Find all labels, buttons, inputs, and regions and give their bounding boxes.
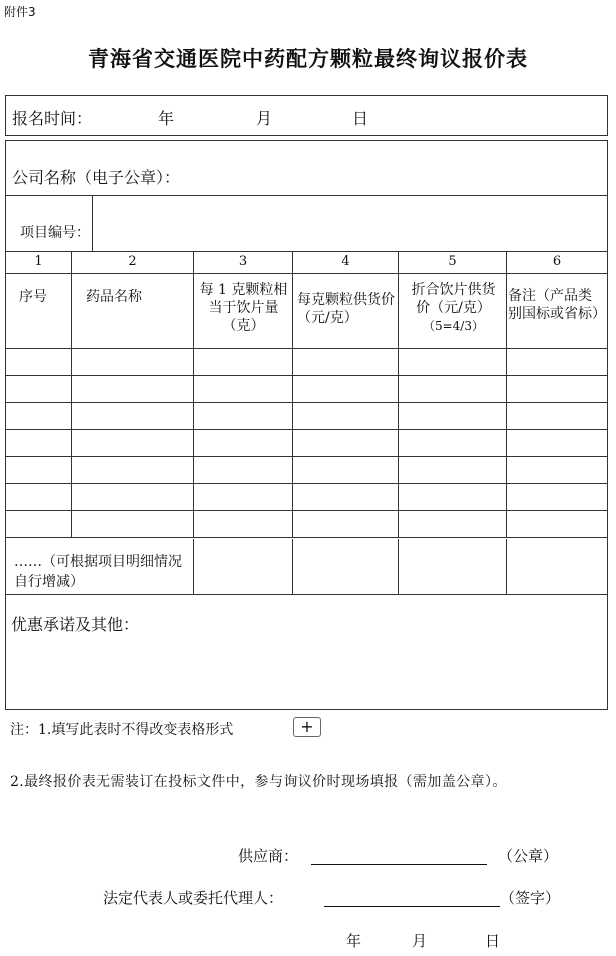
table-cell[interactable]	[72, 349, 194, 376]
table-cell[interactable]	[72, 430, 194, 457]
col-number-6: 6	[507, 252, 607, 274]
table-cell[interactable]	[507, 430, 607, 457]
signup-day: 日	[352, 109, 369, 128]
representative-signature-line[interactable]	[324, 906, 500, 907]
table-cell[interactable]	[72, 376, 194, 403]
more-rows-note: ……（可根据项目明细情况自行增减）	[6, 539, 194, 595]
table-cell[interactable]	[507, 403, 607, 430]
note-1: 注：1.填写此表时不得改变表格形式	[10, 722, 234, 738]
representative-label: 法定代表人或委托代理人：	[103, 889, 284, 907]
table-cell[interactable]	[194, 539, 293, 595]
table-cell[interactable]	[6, 403, 72, 430]
col-number-4: 4	[293, 252, 399, 274]
col-number-1: 1	[6, 252, 72, 274]
project-label: 项目编号：	[20, 225, 90, 241]
company-label: 公司名称（电子公章）：	[12, 168, 181, 187]
table-cell[interactable]	[507, 484, 607, 511]
table-cell[interactable]	[399, 539, 507, 595]
table-cell[interactable]	[293, 484, 399, 511]
sign-month: 月	[412, 932, 428, 950]
table-cell[interactable]	[293, 539, 399, 595]
table-cell[interactable]	[72, 484, 194, 511]
table-cell[interactable]	[194, 430, 293, 457]
table-cell[interactable]	[293, 457, 399, 484]
company-row	[6, 141, 607, 196]
table-cell[interactable]	[507, 457, 607, 484]
promise-label: 优惠承诺及其他：	[11, 615, 140, 634]
table-cell[interactable]	[72, 457, 194, 484]
representative-sign-note: （签字）	[500, 889, 561, 907]
table-cell[interactable]	[293, 403, 399, 430]
table-cell[interactable]	[194, 349, 293, 376]
header-converted-formula: （5=4/3）	[422, 319, 484, 333]
table-cell[interactable]	[194, 511, 293, 538]
table-cell[interactable]	[194, 457, 293, 484]
signup-month: 月	[256, 109, 273, 128]
table-cell[interactable]	[6, 376, 72, 403]
table-cell[interactable]	[194, 403, 293, 430]
form-title: 青海省交通医院中药配方颗粒最终询议报价表	[88, 46, 528, 71]
attachment-label: 附件3	[4, 5, 36, 19]
table-cell[interactable]	[194, 376, 293, 403]
signup-year: 年	[158, 109, 175, 128]
col-number-2: 2	[72, 252, 194, 274]
table-cell[interactable]	[507, 376, 607, 403]
project-number-field[interactable]	[93, 196, 607, 252]
quote-table	[5, 140, 608, 710]
signup-time-label: 报名时间：	[12, 109, 93, 128]
table-cell[interactable]	[293, 430, 399, 457]
supplier-seal-note: （公章）	[498, 847, 559, 865]
table-cell[interactable]	[194, 484, 293, 511]
plus-icon[interactable]: +	[293, 717, 321, 737]
table-cell[interactable]	[6, 349, 72, 376]
table-cell[interactable]	[293, 376, 399, 403]
sign-year: 年	[346, 932, 362, 950]
table-cell[interactable]	[293, 511, 399, 538]
table-cell[interactable]	[72, 511, 194, 538]
signup-time-row	[5, 95, 608, 136]
header-converted-price	[399, 274, 507, 349]
promise-section[interactable]	[6, 595, 607, 709]
table-cell[interactable]	[507, 349, 607, 376]
table-cell[interactable]	[6, 484, 72, 511]
table-cell[interactable]	[6, 430, 72, 457]
header-seq: 序号	[6, 274, 72, 349]
header-granule-price: 每克颗粒供货价（元/克）	[293, 274, 399, 349]
header-converted-price-text: 折合饮片供货价（元/克）	[411, 282, 496, 316]
table-cell[interactable]	[399, 349, 507, 376]
sign-day: 日	[485, 932, 501, 950]
table-cell[interactable]	[6, 457, 72, 484]
header-drug-name: 药品名称	[72, 274, 194, 349]
header-remark: 备注（产品类别国标或省标）	[507, 274, 607, 349]
table-cell[interactable]	[72, 403, 194, 430]
supplier-signature-line[interactable]	[311, 864, 487, 865]
note-2: 2.最终报价表无需装订在投标文件中，参与询议价时现场填报（需加盖公章）。	[10, 774, 507, 790]
table-cell[interactable]	[399, 403, 507, 430]
table-cell[interactable]	[293, 349, 399, 376]
supplier-label: 供应商：	[238, 847, 299, 865]
project-label-cell	[6, 196, 93, 252]
table-cell[interactable]	[399, 511, 507, 538]
table-cell[interactable]	[6, 511, 72, 538]
header-equivalent-amount: 每 1 克颗粒相当于饮片量（克）	[194, 274, 293, 349]
table-cell[interactable]	[399, 376, 507, 403]
table-cell[interactable]	[399, 457, 507, 484]
table-cell[interactable]	[399, 484, 507, 511]
col-number-3: 3	[194, 252, 293, 274]
table-cell[interactable]	[507, 511, 607, 538]
table-cell[interactable]	[399, 430, 507, 457]
col-number-5: 5	[399, 252, 507, 274]
table-cell[interactable]	[507, 539, 607, 595]
